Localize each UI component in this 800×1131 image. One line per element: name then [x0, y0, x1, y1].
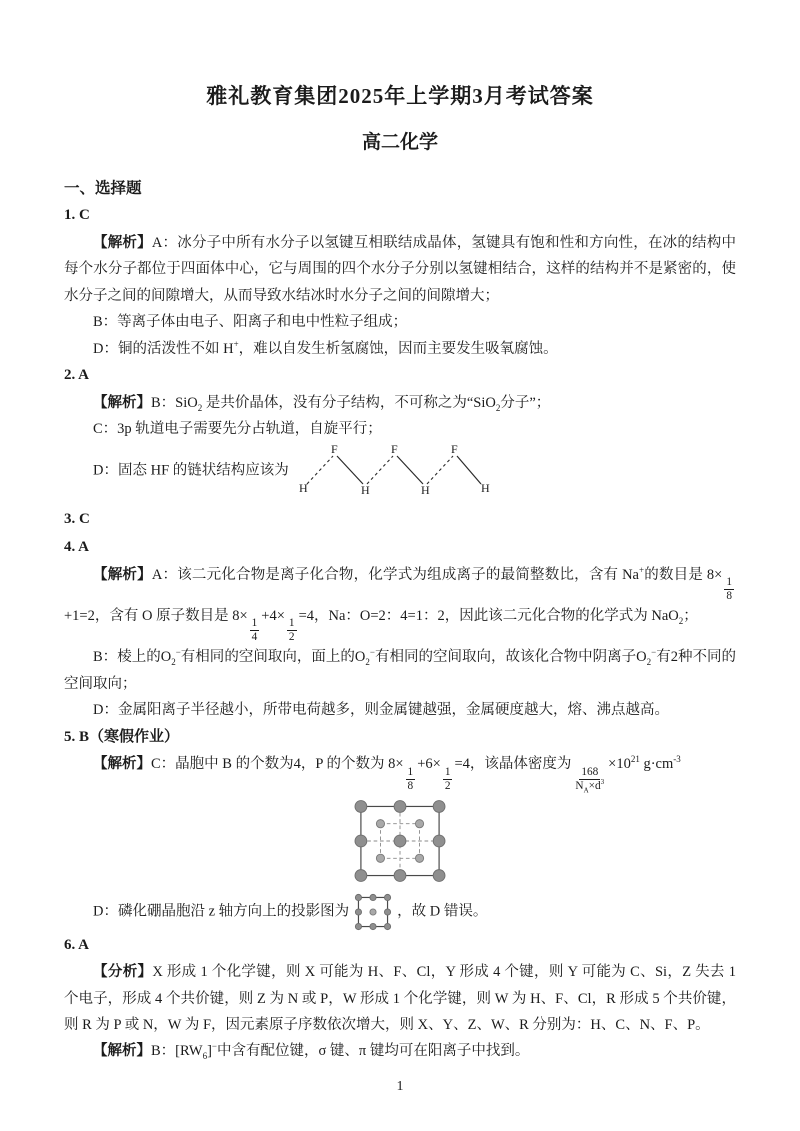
- analysis-label: 【解析】: [93, 394, 151, 411]
- q2-analysis-b: [64, 390, 736, 416]
- q5-analysis-d-text-post: ，故 D 错误。: [397, 902, 488, 919]
- hf-atom-label: H: [298, 481, 308, 496]
- q1-analysis-a-text: A：冰分子中所有水分子以氢键互相联结成晶体，氢键具有饱和性和方向性，在冰的结构中每个水分子都位于四面体中心，它与周围的四个水分子分别以氢键相结合，这样的结构并不是紧密的，使水分子之间的间隙增大，从而导致水结冰时水分子之间的间隙增大；: [64, 235, 737, 304]
- q1-analysis-a: [64, 230, 736, 309]
- crystal-cell-diagram-wrap: [64, 797, 736, 890]
- question-4: [64, 534, 736, 723]
- doc-subtitle: 高二化学: [361, 132, 438, 153]
- q5-analysis-d-text-pre: D：磷化硼晶胞沿 z 轴方向上的投影图为: [93, 902, 350, 919]
- question-6: [64, 932, 736, 1065]
- hf-atom-label: F: [390, 442, 398, 457]
- q5-analysis-c: [64, 751, 736, 792]
- q4-analysis-d: [64, 697, 736, 723]
- q6-analysis-main-text: X 形成 1 个化学键，则 X 可能为 H、F、Cl，Y 形成 4 个键，则 Y 可能为 C、Si，Z 失去 1 个电子，形成 4 个共价键，则 Z 为 N 或 P，W 形成 1 个化学键，则 W 为 H、F、Cl，R 形成 5 个共价键，则 R 为 P 或 N，W 为 F，因元素原子序数依次增大，则 X、Y、Z、W、R 分别为：H、C、N、F、P。: [64, 964, 736, 1033]
- question-1: [64, 202, 736, 362]
- q4-analysis-b-text: B：棱上的$O_2^-$有相同的空间取向，面上的$O_2^-$有相同的空间取向，故该化合物中阴离子$O_2^-$有2种不同的空间取向；: [64, 647, 736, 692]
- q2-analysis-c: [64, 416, 736, 442]
- question-5: [64, 724, 736, 932]
- analysis-label: 【解析】: [93, 566, 152, 583]
- q5-answer: 5. B（寒假作业）: [64, 728, 180, 745]
- projection-diagram: [353, 892, 393, 932]
- hf-atom-label: F: [450, 442, 458, 457]
- analysis-label: 【解析】: [93, 235, 152, 252]
- question-2: [64, 362, 736, 501]
- q6-answer: 6. A: [64, 936, 90, 953]
- q5-analysis-d: [64, 892, 736, 932]
- q1-analysis-d-text: D：铜的活泼性不如 H+，难以自发生析氢腐蚀，因而主要发生吸氧腐蚀。: [93, 338, 558, 357]
- q2-analysis-d: [64, 442, 736, 500]
- analysis-label: 【分析】: [93, 964, 153, 981]
- q1-analysis-b: [64, 309, 736, 335]
- q4-analysis-a-text: A：该二元化合物是离子化合物，化学式为组成离子的最简整数比，含有 Na+的数目是 8× $\frac{1}{8}$ +1=2，含有 O 原子数目是 8× $\frac{1}{4}$ +4× $\frac{1}{2}$ =4，Na：O=2：4=1：2，因此该二元化合物的化学式为 NaO$_2$；: [64, 565, 732, 644]
- page-number: 1: [396, 1079, 404, 1094]
- hf-atom-label: F: [330, 442, 338, 457]
- question-3: [64, 506, 736, 534]
- q3-answer: 3. C: [64, 511, 90, 528]
- q6-analysis-b: [64, 1038, 736, 1064]
- q2-answer: 2. A: [64, 366, 90, 383]
- q2-analysis-c-text: C：3p 轨道电子需要先分占轨道，自旋平行；: [93, 421, 382, 438]
- q6-analysis-b-text: B：$[RW_6]^-$中含有配位键，σ 键、π 键均可在阳离子中找到。: [151, 1041, 530, 1062]
- q2-analysis-d-text: D：固态 HF 的链状结构应该为: [93, 462, 289, 479]
- hf-atom-label: H: [420, 483, 430, 498]
- analysis-label: 【解析】: [93, 1043, 151, 1060]
- q1-analysis-d: [64, 336, 736, 362]
- hf-atom-label: H: [360, 483, 370, 498]
- hf-atom-label: H: [480, 481, 490, 496]
- q4-analysis-d-text: D：金属阳离子半径越小，所带电荷越多，则金属键越强，金属硬度越大，熔、沸点越高。: [93, 702, 669, 719]
- hf-chain-diagram: [293, 442, 491, 500]
- q5-analysis-c-text: C：晶胞中 B 的个数为4，P 的个数为 8× $\frac{1}{8}$ +6× $\frac{1}{2}$ =4，该晶体密度为 $\frac{168}{N_A\times d^3}$ $\times 10^{21}$ $g\cdot cm^{-3}$: [151, 754, 681, 794]
- q4-analysis-b: [64, 644, 736, 697]
- q1-analysis-b-text: B：等离子体由电子、阳离子和电中性粒子组成；: [93, 314, 408, 331]
- q1-answer: 1. C: [64, 207, 90, 224]
- q2-analysis-b-text: B：SiO$_2$ 是共价晶体，没有分子结构，不可称之为“SiO$_2$分子”；: [151, 394, 551, 413]
- q4-answer: 4. A: [64, 539, 90, 556]
- q4-analysis-a: [64, 562, 736, 644]
- analysis-label: 【解析】: [93, 756, 151, 773]
- crystal-cell-diagram: [350, 797, 450, 885]
- doc-title: 雅礼教育集团2025年上学期3月考试答案: [206, 84, 594, 108]
- section-heading-multiple-choice: 一、选择题: [64, 180, 142, 197]
- q6-analysis-main: [64, 959, 736, 1038]
